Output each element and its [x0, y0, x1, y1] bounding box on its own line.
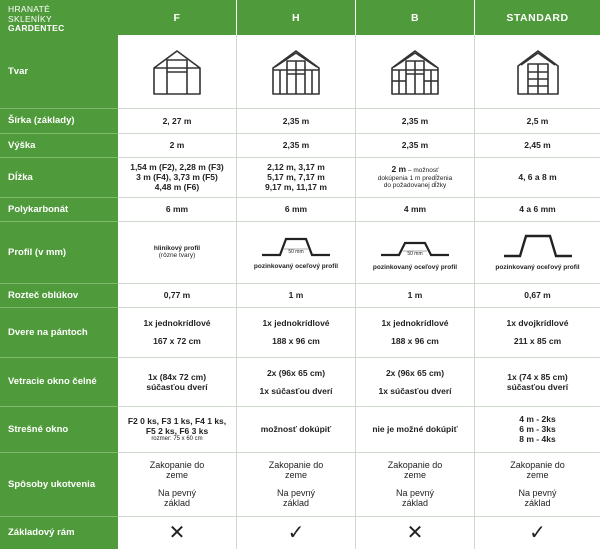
brand-title: [8, 5, 65, 34]
stresne-note: rozmer: 75 x 60 cm: [151, 435, 203, 442]
polykarbonat-standard: 4 a 6 mm: [519, 204, 556, 214]
dlzka-f-line: 3 m (F4), 3,73 m (F5): [136, 172, 218, 182]
vyska-standard: 2,45 m: [524, 140, 551, 150]
vyska-b: 2,35 m: [401, 140, 429, 150]
dlzka-b-note: do požadovanej dĺžky: [383, 182, 447, 190]
stresne-h: možnosť dokúpiť: [260, 424, 332, 434]
dvere-size: 167 x 72 cm: [153, 336, 201, 346]
row-label-profil: Profil (v mm): [8, 246, 67, 258]
vetracie-line: 1x súčasťou dverí: [378, 385, 452, 396]
vetracie-line: 1x (74 x 85 cm): [507, 371, 568, 382]
roztec-b: 1 m: [407, 290, 423, 300]
dvere-size: 188 x 96 cm: [391, 336, 439, 346]
dlzka-b: [356, 157, 474, 197]
dvere-standard: [475, 307, 600, 357]
greenhouse-b-icon: [356, 35, 474, 108]
sirka-h: 2,35 m: [282, 115, 310, 126]
steel-profile-icon: [498, 232, 578, 260]
row-label-roztec: Rozteč oblúkov: [8, 289, 79, 301]
column-header-label: STANDARD: [506, 11, 569, 24]
column-header-b: [356, 0, 474, 35]
vetracie-line: súčasťou dverí: [146, 381, 208, 392]
polykarbonat-f: 6 mm: [165, 204, 189, 214]
stresne-f: [118, 406, 236, 452]
sposoby-line: základ: [163, 498, 190, 508]
sposoby-line: zeme: [526, 470, 549, 480]
profil-b-text: pozinkovaný oceľový profil: [372, 263, 458, 271]
polykarbonat-h: 6 mm: [284, 204, 308, 214]
ram-b: [356, 516, 474, 549]
profil-standard-text: pozinkovaný oceľový profil: [495, 264, 580, 272]
dlzka-h-line: 5,17 m, 7,17 m: [267, 172, 325, 182]
profile-dimension: 50 mm: [407, 250, 423, 257]
greenhouse-h-icon: [237, 35, 355, 108]
roztec-standard: 0,67 m: [524, 290, 551, 300]
vetracie-f: [118, 357, 236, 406]
profil-b: [356, 221, 474, 283]
check-icon: ✓: [287, 521, 305, 544]
sposoby-line: Na pevný: [276, 488, 316, 498]
dvere-type: 1x jednokrídlové: [262, 318, 330, 328]
sirka-f: 2, 27 m: [162, 115, 192, 126]
cross-icon: ✕: [406, 521, 424, 544]
profil-f-line: hliníkový profil: [153, 244, 201, 252]
sposoby-f: [118, 452, 236, 516]
sposoby-b: [356, 452, 474, 516]
vyska-h: 2,35 m: [282, 140, 310, 150]
vetracie-line: 1x súčasťou dverí: [259, 385, 333, 396]
dlzka-b-line-1: [391, 164, 438, 175]
ram-f: [118, 516, 236, 549]
profil-f: [118, 221, 236, 283]
dvere-type: 1x jednokrídlové: [381, 318, 449, 328]
dvere-type: 1x dvojkrídlové: [506, 318, 569, 328]
sirka-b: 2,35 m: [401, 115, 429, 126]
row-label-stresne: Strešné okno: [8, 423, 69, 435]
sposoby-line: Na pevný: [518, 488, 557, 498]
sposoby-line: základ: [524, 498, 551, 508]
dlzka-f: [118, 157, 236, 197]
column-header-standard: [475, 0, 600, 35]
dlzka-f-line: 1,54 m (F2), 2,28 m (F3): [130, 162, 224, 172]
sposoby-line: základ: [401, 498, 428, 508]
sposoby-line: zeme: [165, 470, 188, 480]
dvere-size: 188 x 96 cm: [272, 336, 320, 346]
dlzka-h-line: 9,17 m, 11,17 m: [265, 182, 327, 192]
column-header-f: [118, 0, 236, 35]
dvere-type: 1x jednokrídlové: [143, 318, 211, 328]
row-label-tvar: Tvar: [8, 66, 29, 77]
sposoby-h: [237, 452, 355, 516]
sirka-standard: 2,5 m: [526, 115, 549, 126]
column-header-label: H: [291, 11, 301, 24]
roztec-h: 1 m: [288, 290, 304, 300]
stresne-standard: [475, 406, 600, 452]
sposoby-line: Zakopanie do: [387, 460, 443, 470]
profile-dimension: 50 mm: [288, 249, 304, 256]
sposoby-line: Zakopanie do: [268, 460, 324, 470]
dlzka-b-main: 2 m: [391, 164, 407, 175]
row-label-dvere: Dvere na pántoch: [8, 326, 88, 338]
vetracie-line: 2x (96x 65 cm): [266, 367, 326, 378]
sposoby-line: Na pevný: [157, 488, 197, 498]
stresne-line: 8 m - 4ks: [519, 434, 556, 444]
check-icon: ✓: [529, 521, 546, 544]
sposoby-line: Zakopanie do: [149, 460, 205, 470]
sposoby-line: zeme: [284, 470, 307, 480]
row-label-polykarbonat: Polykarbonát: [8, 203, 69, 215]
vetracie-b: [356, 357, 474, 406]
profil-f-line: (rôzne tvary): [158, 252, 196, 259]
dlzka-b-note: dokúpenia 1 m predĺženia: [377, 174, 453, 182]
dlzka-b-note: – možnosť: [406, 167, 439, 175]
stresne-line: 6 m - 3ks: [519, 424, 556, 434]
dlzka-f-line: 4,48 m (F6): [154, 182, 200, 192]
vetracie-standard: [475, 357, 600, 406]
dvere-f: [118, 307, 236, 357]
stresne-line: F2 0 ks, F3 1 ks, F4 1 ks,: [127, 415, 227, 426]
row-label-sposoby: Spôsoby ukotvenia: [8, 478, 96, 490]
ram-standard: [475, 516, 600, 549]
column-header-label: B: [410, 11, 420, 24]
profil-standard: [475, 221, 600, 283]
dvere-size: 211 x 85 cm: [513, 336, 562, 346]
sposoby-standard: [475, 452, 600, 516]
ram-h: [237, 516, 355, 549]
brand-line-3: GARDENTEC: [8, 23, 65, 33]
row-label-ram: Základový rám: [8, 527, 75, 538]
row-label-sirka: Šírka (základy): [8, 115, 75, 126]
greenhouse-standard-icon: [475, 35, 600, 108]
row-label-vetracie: Vetracie okno čelné: [8, 376, 97, 387]
vetracie-line: 1x (84x 72 cm): [147, 371, 207, 382]
brand-line-1: HRANATÉ: [8, 4, 51, 14]
dvere-h: [237, 307, 355, 357]
dlzka-standard: 4, 6 a 8 m: [518, 172, 557, 182]
dlzka-h-line: 2,12 m, 3,17 m: [267, 162, 325, 172]
profil-h: [237, 221, 355, 283]
greenhouse-f-icon: [118, 35, 236, 108]
sposoby-line: zeme: [403, 470, 426, 480]
stresne-line: F5 2 ks, F6 3 ks: [145, 425, 209, 436]
row-label-dlzka: Dĺžka: [8, 171, 33, 183]
vetracie-h: [237, 357, 355, 406]
sposoby-line: Na pevný: [395, 488, 435, 498]
brand-line-2: SKLENÍKY: [8, 13, 52, 24]
stresne-line: 4 m - 2ks: [519, 414, 556, 424]
vetracie-line: 2x (96x 65 cm): [385, 367, 445, 378]
sposoby-line: Zakopanie do: [510, 460, 565, 470]
stresne-b: nie je možné dokúpiť: [372, 424, 458, 434]
dvere-b: [356, 307, 474, 357]
column-header-label: F: [173, 11, 181, 24]
profil-h-text: pozinkovaný oceľový profil: [253, 263, 339, 271]
sposoby-line: základ: [282, 498, 309, 508]
row-label-vyska: Výška: [8, 139, 36, 151]
roztec-f: 0,77 m: [163, 290, 191, 300]
dlzka-h: [237, 157, 355, 197]
cross-icon: ✕: [168, 521, 186, 544]
column-header-h: [237, 0, 355, 35]
polykarbonat-b: 4 mm: [403, 204, 427, 214]
vetracie-line: súčasťou dverí: [506, 381, 569, 392]
vyska-f: 2 m: [169, 140, 185, 150]
